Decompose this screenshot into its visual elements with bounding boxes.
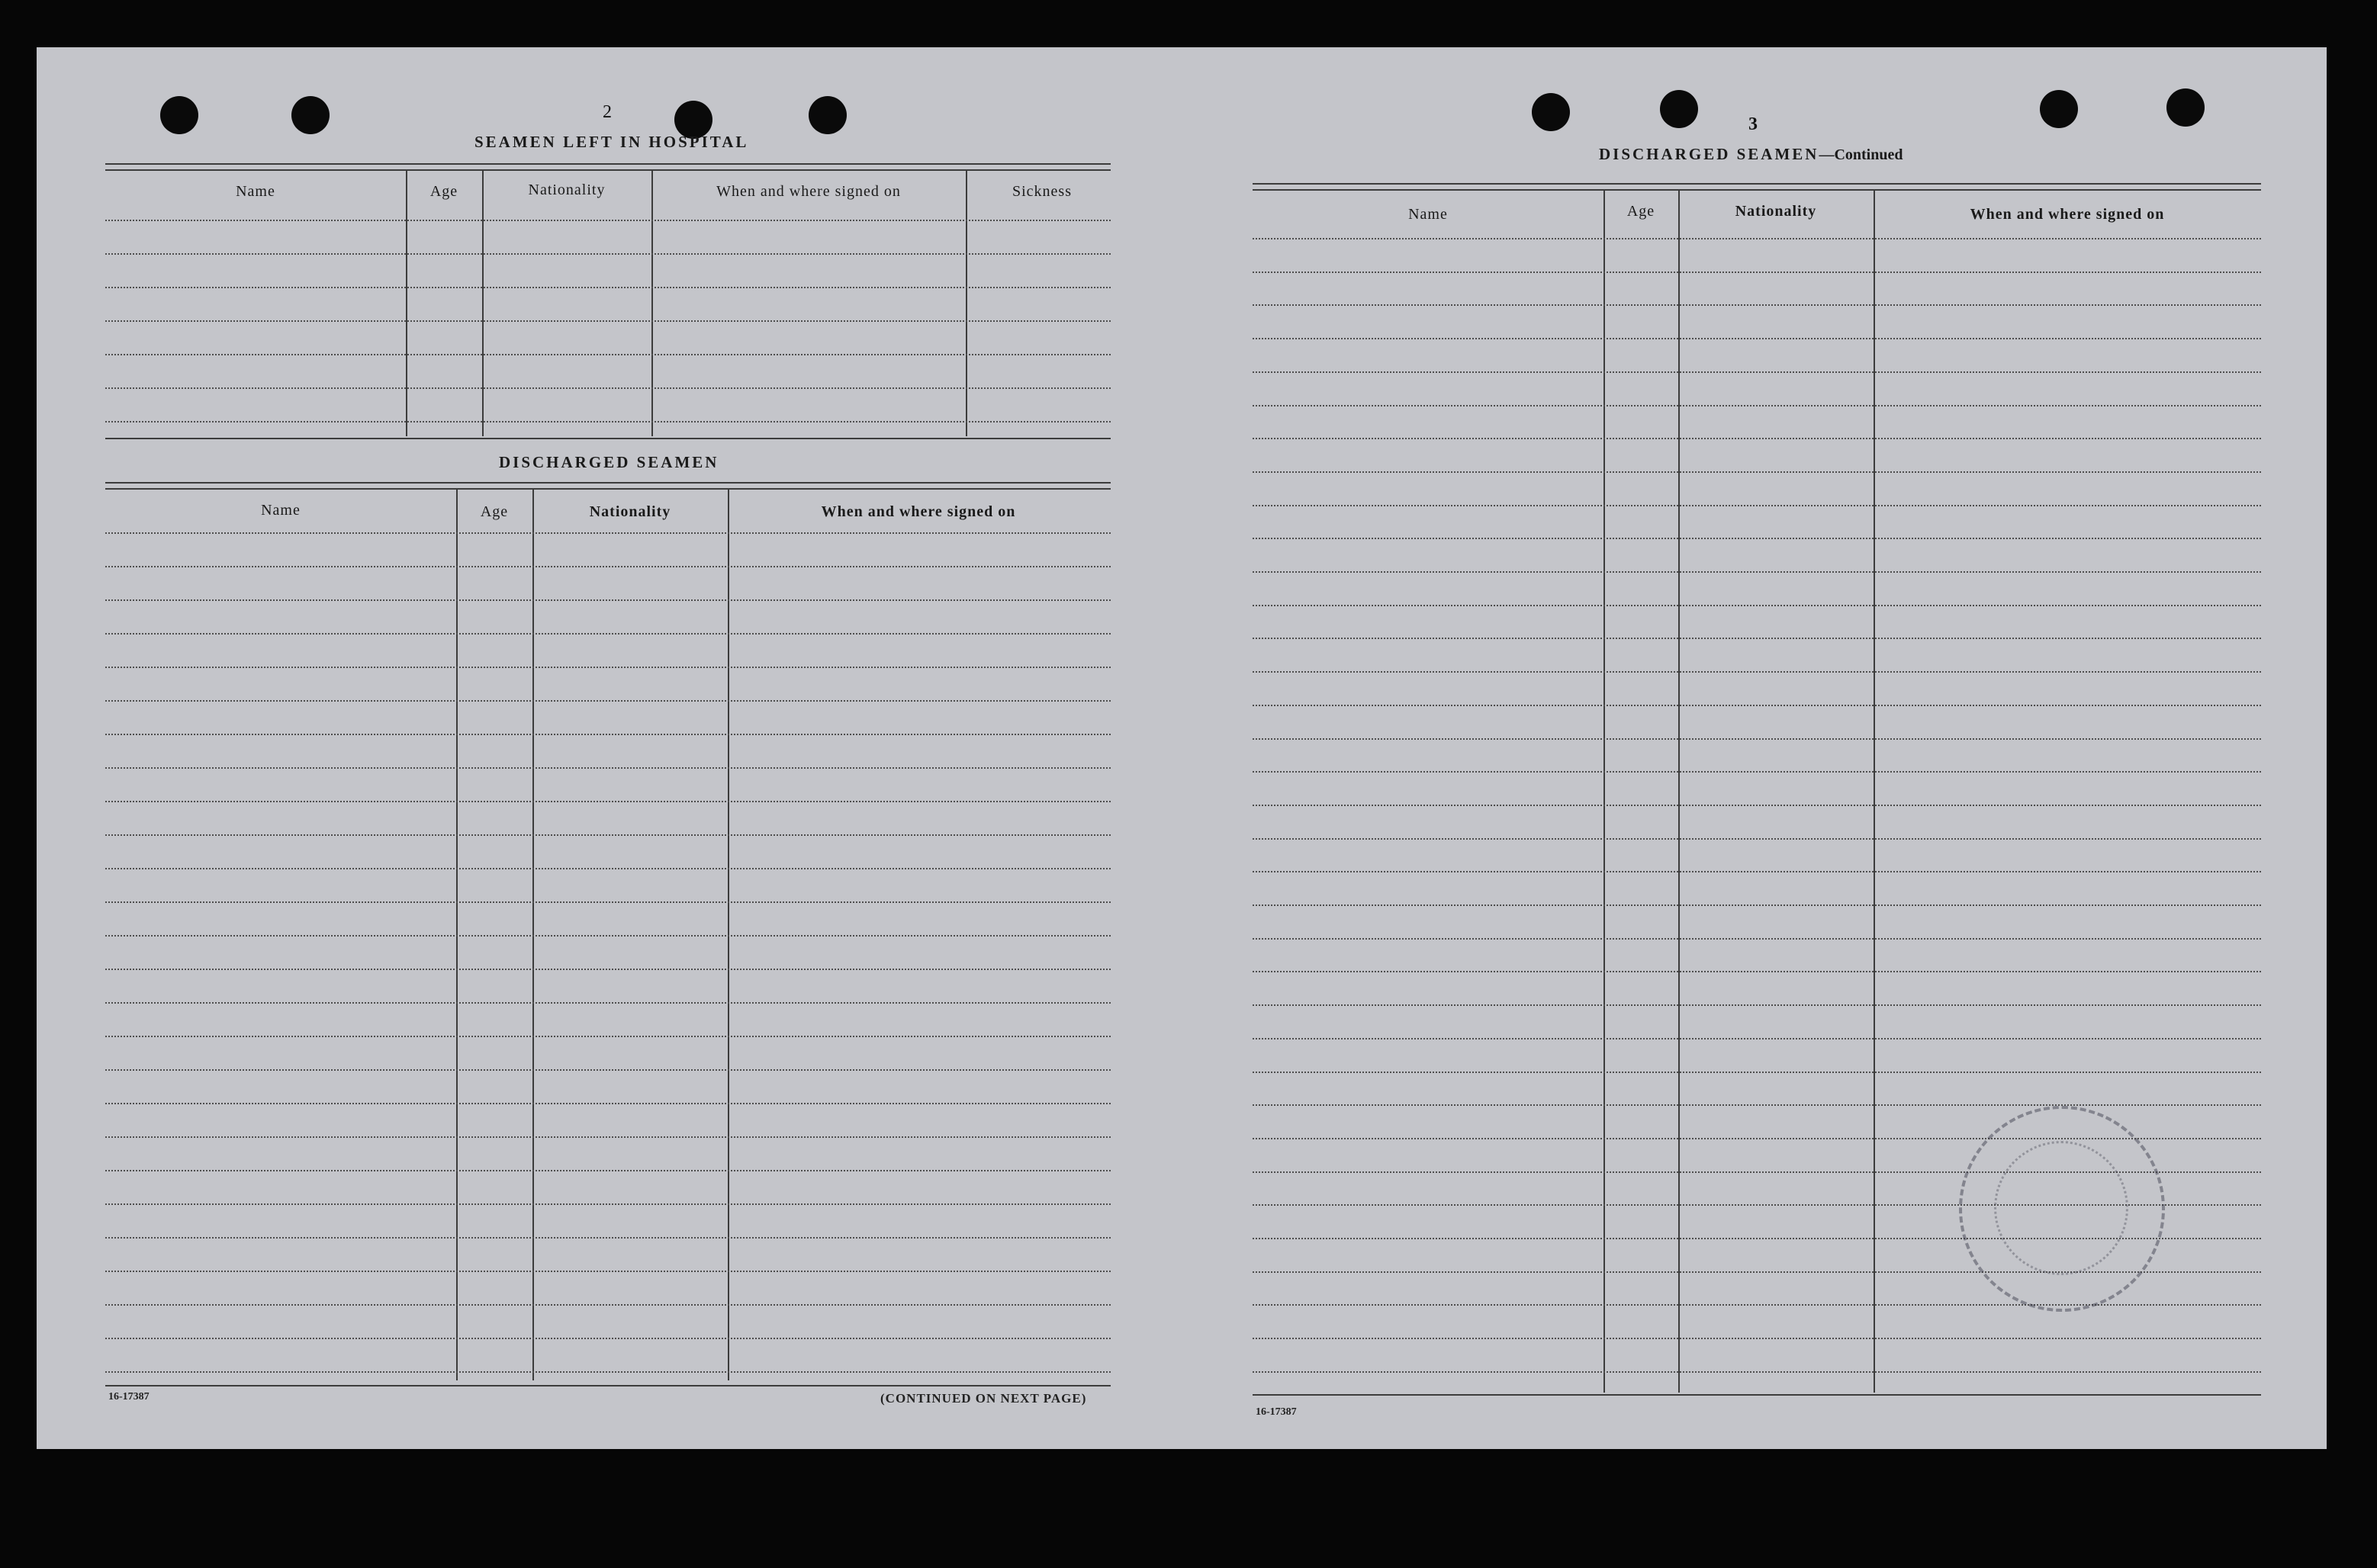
hospital-section-title: SEAMEN LEFT IN HOSPITAL: [474, 133, 749, 151]
ruled-line: [105, 1237, 1111, 1239]
ruled-line: [1253, 1338, 2261, 1339]
column-divider: [728, 488, 729, 1380]
ruled-line: [1253, 938, 2261, 940]
ruled-line: [105, 599, 1111, 601]
ruled-line: [1253, 538, 2261, 539]
ruled-line: [1253, 438, 2261, 439]
ruled-line: [105, 566, 1111, 567]
ruled-line: [1253, 371, 2261, 373]
ruled-line: [105, 1304, 1111, 1306]
ruled-line: [1253, 904, 2261, 906]
ruled-line: [105, 834, 1111, 836]
ruled-line: [1253, 771, 2261, 773]
column-divider: [1678, 189, 1680, 1393]
ruled-line: [1253, 1004, 2261, 1006]
ruled-line: [105, 901, 1111, 903]
hospital-col-signed-on: When and where signed on: [716, 183, 901, 200]
punch-hole: [2040, 90, 2078, 128]
ruled-line: [105, 1170, 1111, 1171]
discharged-top-rule: [105, 482, 1111, 484]
discharged-section-title: DISCHARGED SEAMEN: [499, 453, 719, 471]
discharged-bottom-rule: [105, 1385, 1111, 1386]
ruled-line: [105, 633, 1111, 635]
ruled-line: [105, 387, 1111, 389]
punch-hole: [160, 96, 198, 134]
ruled-line: [1253, 838, 2261, 840]
ruled-line: [1253, 971, 2261, 972]
ruled-line: [105, 935, 1111, 937]
continued-note: (CONTINUED ON NEXT PAGE): [880, 1391, 1087, 1406]
discharged-continued-title-text: DISCHARGED SEAMEN: [1599, 145, 1819, 163]
ruled-line: [105, 220, 1111, 221]
ruled-line: [105, 767, 1111, 769]
discharged-col-nationality: Nationality: [589, 503, 671, 520]
form-number-right: 16-17387: [1256, 1406, 1297, 1418]
right-top-rule: [1253, 183, 2261, 185]
column-divider: [1874, 189, 1875, 1393]
ruled-line: [105, 532, 1111, 534]
column-divider: [1603, 189, 1605, 1393]
right-col-name: Name: [1408, 206, 1448, 223]
ruled-line: [105, 734, 1111, 735]
column-divider: [406, 169, 407, 436]
ruled-line: [1253, 871, 2261, 872]
hospital-bottom-rule: [105, 438, 1111, 439]
ruled-line: [1253, 238, 2261, 239]
ruled-line: [1253, 738, 2261, 740]
ruled-line: [105, 1069, 1111, 1071]
column-divider: [966, 169, 967, 436]
page-number-right: 3: [1748, 114, 1758, 134]
discharged-top-rule: [105, 488, 1111, 490]
punch-hole: [291, 96, 330, 134]
ruled-line: [105, 354, 1111, 355]
column-divider: [482, 169, 484, 436]
ruled-line: [105, 969, 1111, 970]
ruled-line: [105, 801, 1111, 802]
ruled-line: [105, 1203, 1111, 1205]
ruled-line: [1253, 1038, 2261, 1039]
ruled-line: [105, 700, 1111, 702]
ruled-line: [1253, 1072, 2261, 1073]
ruled-line: [1253, 304, 2261, 306]
discharged-continued-title: [1599, 145, 1903, 164]
ruled-line: [1253, 1371, 2261, 1373]
ruled-line: [1253, 571, 2261, 573]
continued-suffix: —Continued: [1819, 146, 1903, 163]
discharged-col-name: Name: [261, 502, 301, 519]
hospital-col-name: Name: [236, 183, 275, 200]
discharged-col-age: Age: [480, 503, 509, 520]
punch-hole: [1532, 93, 1570, 131]
hospital-top-rule: [105, 163, 1111, 165]
ruled-line: [105, 1136, 1111, 1138]
column-divider: [532, 488, 534, 1380]
form-number-left: 16-17387: [108, 1391, 150, 1403]
ruled-line: [105, 1002, 1111, 1004]
punch-hole: [2166, 88, 2205, 127]
ruled-line: [105, 253, 1111, 255]
column-divider: [456, 488, 458, 1380]
ruled-line: [105, 320, 1111, 322]
ruled-line: [1253, 272, 2261, 273]
discharged-col-signed-on: When and where signed on: [821, 503, 1016, 520]
right-col-signed-on: When and where signed on: [1970, 206, 2165, 223]
ruled-line: [1253, 1104, 2261, 1106]
ruled-line: [105, 287, 1111, 288]
ruled-line: [1253, 505, 2261, 506]
ruled-line: [1253, 405, 2261, 406]
punch-hole: [809, 96, 847, 134]
ruled-line: [1253, 338, 2261, 339]
ruled-line: [1253, 638, 2261, 639]
ruled-line: [1253, 705, 2261, 706]
right-bottom-rule: [1253, 1394, 2261, 1396]
hospital-col-sickness: Sickness: [1012, 183, 1072, 200]
hospital-col-age: Age: [429, 183, 458, 200]
ruled-line: [1253, 1304, 2261, 1306]
ruled-line: [1253, 671, 2261, 673]
right-col-nationality: Nationality: [1735, 203, 1817, 220]
ruled-line: [1253, 605, 2261, 606]
ruled-line: [1253, 805, 2261, 806]
page-number-left: 2: [603, 102, 612, 122]
hospital-col-nationality: Nationality: [528, 182, 606, 198]
ruled-line: [105, 1103, 1111, 1104]
ruled-line: [105, 1371, 1111, 1373]
hospital-top-rule: [105, 169, 1111, 171]
punch-hole: [1660, 90, 1698, 128]
ruled-line: [105, 868, 1111, 869]
column-divider: [651, 169, 653, 436]
ruled-line: [105, 421, 1111, 423]
ruled-line: [105, 1271, 1111, 1272]
ruled-line: [105, 667, 1111, 668]
ruled-line: [1253, 471, 2261, 473]
right-top-rule: [1253, 189, 2261, 191]
right-col-age: Age: [1626, 203, 1655, 220]
ruled-line: [105, 1338, 1111, 1339]
postmark-stamp: [1959, 1106, 2165, 1312]
ruled-line: [105, 1036, 1111, 1037]
